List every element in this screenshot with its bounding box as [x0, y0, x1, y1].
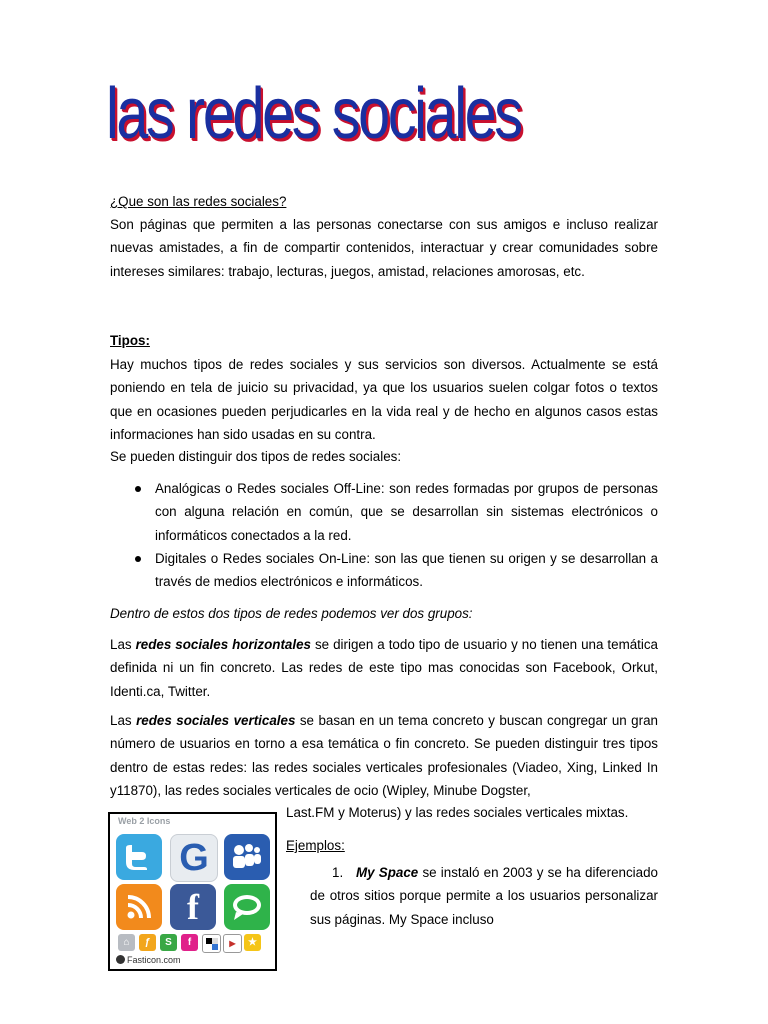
- google-icon: G: [170, 834, 218, 882]
- question-heading: ¿Que son las redes sociales?: [110, 194, 287, 209]
- chat-icon: [224, 884, 270, 930]
- twitter-icon: [116, 834, 162, 880]
- image-credit: Fasticon.com: [116, 955, 181, 965]
- list-item: Analógicas o Redes sociales Off-Line: son redes formadas por grupos de personas con alguna relación en común, que se desarrollan sin sistemas electrónicos o informáticos conectados a la red.: [110, 477, 658, 547]
- favorite-icon: ★: [244, 934, 261, 951]
- tipos-paragraph: Hay muchos tipos de redes sociales y sus servicios son diversos. Actualmente se está poniendo en tela de juicio su privacidad, ya que los usuarios suelen colgar fotos o textos que en ocasiones pueden perjudicarles en la vida real y de hecho en algunos casos estas informaciones han sido usadas en su contra.: [110, 357, 658, 442]
- vertical-paragraph: Las redes sociales verticales se basan en un tema concreto y buscan congregar un gran número de usuarios en torno a esa temática o fin concreto. Se pueden distinguir tres tipos dentro de estas redes: las redes sociales verticales profesionales (Viadeo, Xing, Linked In y11870), las redes sociales verticales de ocio (Wipley, Minube Dogster,: [110, 713, 658, 798]
- flickr-pink-icon: f: [181, 934, 198, 951]
- flickr-icon: ƒ: [139, 934, 156, 951]
- myspace-icon: [224, 834, 270, 880]
- intro-paragraph: Son páginas que permiten a las personas conectarse con sus amigos e incluso realizar nuevas amistades, a fin de compartir contenidos, interactuar y crear comunidades sobre intereses similares: trabajo, lecturas, juegos, amistad, relaciones amorosas, etc.: [110, 217, 658, 279]
- example-item: 1. My Space se instaló en 2003 y se ha diferenciado de otros sitios porque permite a los usuarios personalizar sus páginas. My Space incluso: [310, 865, 658, 927]
- tipos-paragraph-2: Se pueden distinguir dos tipos de redes sociales:: [110, 449, 402, 464]
- tipos-heading: Tipos:: [110, 333, 150, 348]
- vertical-paragraph-cont: Last.FM y Moterus) y las redes sociales verticales mixtas.: [286, 805, 629, 820]
- image-header: Web 2 Icons: [118, 816, 171, 826]
- rss-icon: [116, 884, 162, 930]
- list-item: Digitales o Redes sociales On-Line: son las que tienen su origen y se desarrollan a través de medios electrónicos e informáticos.: [110, 547, 658, 594]
- groups-intro: Dentro de estos dos tipos de redes podemos ver dos grupos:: [110, 606, 473, 621]
- facebook-icon: f: [170, 884, 216, 930]
- bullet-icon: [135, 486, 141, 492]
- tipos-list: [110, 477, 658, 593]
- delicious-icon: [202, 934, 221, 953]
- web2-icons-image: [108, 812, 277, 971]
- bullet-icon: [135, 556, 141, 562]
- page-title: las redes sociales: [106, 74, 521, 154]
- ejemplos-heading: Ejemplos:: [286, 838, 345, 853]
- youtube-icon: ▶: [223, 934, 242, 953]
- digg-icon: ⌂: [118, 934, 135, 951]
- stumbleupon-icon: S: [160, 934, 177, 951]
- horizontal-paragraph: Las redes sociales horizontales se dirigen a todo tipo de usuario y no tienen una temática definida ni un fin concreto. Las redes de este tipo mas conocidas son Facebook, Orkut, Identi.ca, Twitter.: [110, 637, 659, 699]
- fasticon-logo-icon: [116, 955, 125, 964]
